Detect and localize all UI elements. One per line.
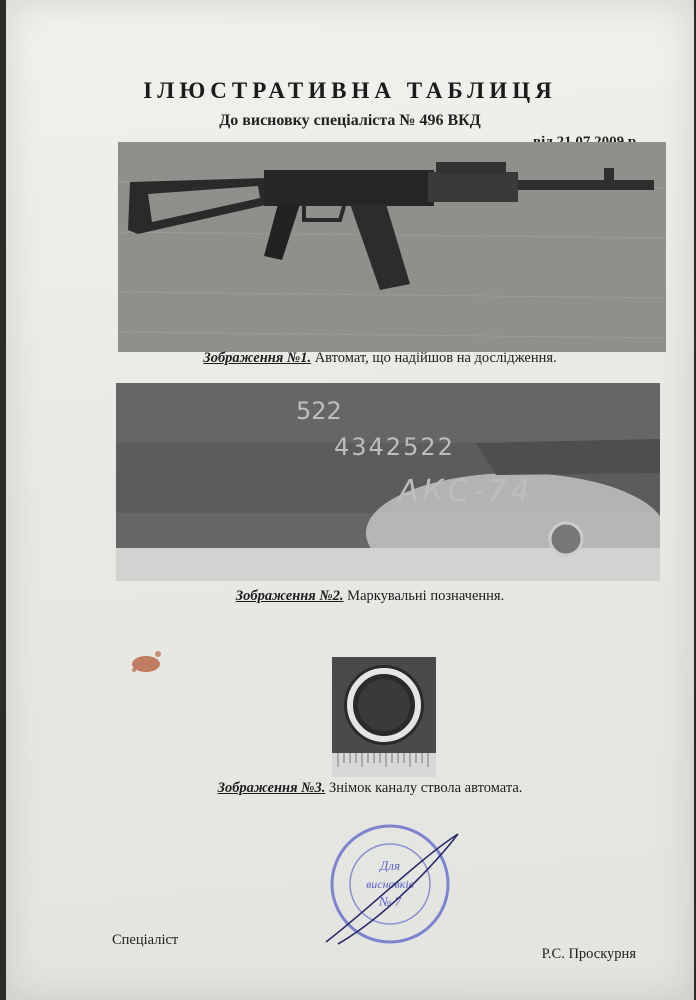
marking-serial: 4342522 — [334, 433, 455, 461]
stain-mark — [124, 640, 174, 680]
rifle-photo — [118, 142, 666, 352]
bore-image — [332, 657, 436, 777]
marking-model: АКС-74 — [398, 474, 534, 509]
document-subtitle: До висновку спеціаліста № 496 ВКД — [219, 112, 481, 129]
figure-1-text: Автомат, що надійшов на дослідження. — [311, 350, 557, 366]
figure-2-label: Зображення №2. — [235, 588, 344, 604]
stamp-line-1: Для — [380, 858, 400, 873]
stamp-line-2: висновків — [366, 877, 414, 891]
document-title: ІЛЮСТРАТИВНА ТАБЛИЦЯ — [143, 78, 557, 103]
figure-1-caption — [66, 350, 694, 367]
markings-photo — [116, 383, 660, 581]
figure-2-caption — [46, 588, 694, 605]
barrel-bore-photo — [332, 657, 436, 777]
signer-role: Спеціаліст — [112, 932, 179, 948]
figure-3-text: Знімок каналу ствола автомата. — [325, 780, 523, 796]
marking-number-top: 522 — [296, 397, 342, 425]
figure-1-label: Зображення №1. — [203, 350, 312, 366]
figure-2-text: Маркувальні позначення. — [343, 588, 505, 604]
signer-name: Р.С. Проскурня — [541, 946, 636, 962]
official-stamp — [318, 820, 468, 950]
markings-image — [116, 383, 660, 581]
rifle-image — [118, 142, 666, 352]
stamp-line-3: № 7 — [378, 894, 402, 909]
figure-3-caption — [46, 780, 694, 797]
figure-3-label: Зображення №3. — [217, 780, 326, 796]
document-page — [6, 0, 694, 1000]
